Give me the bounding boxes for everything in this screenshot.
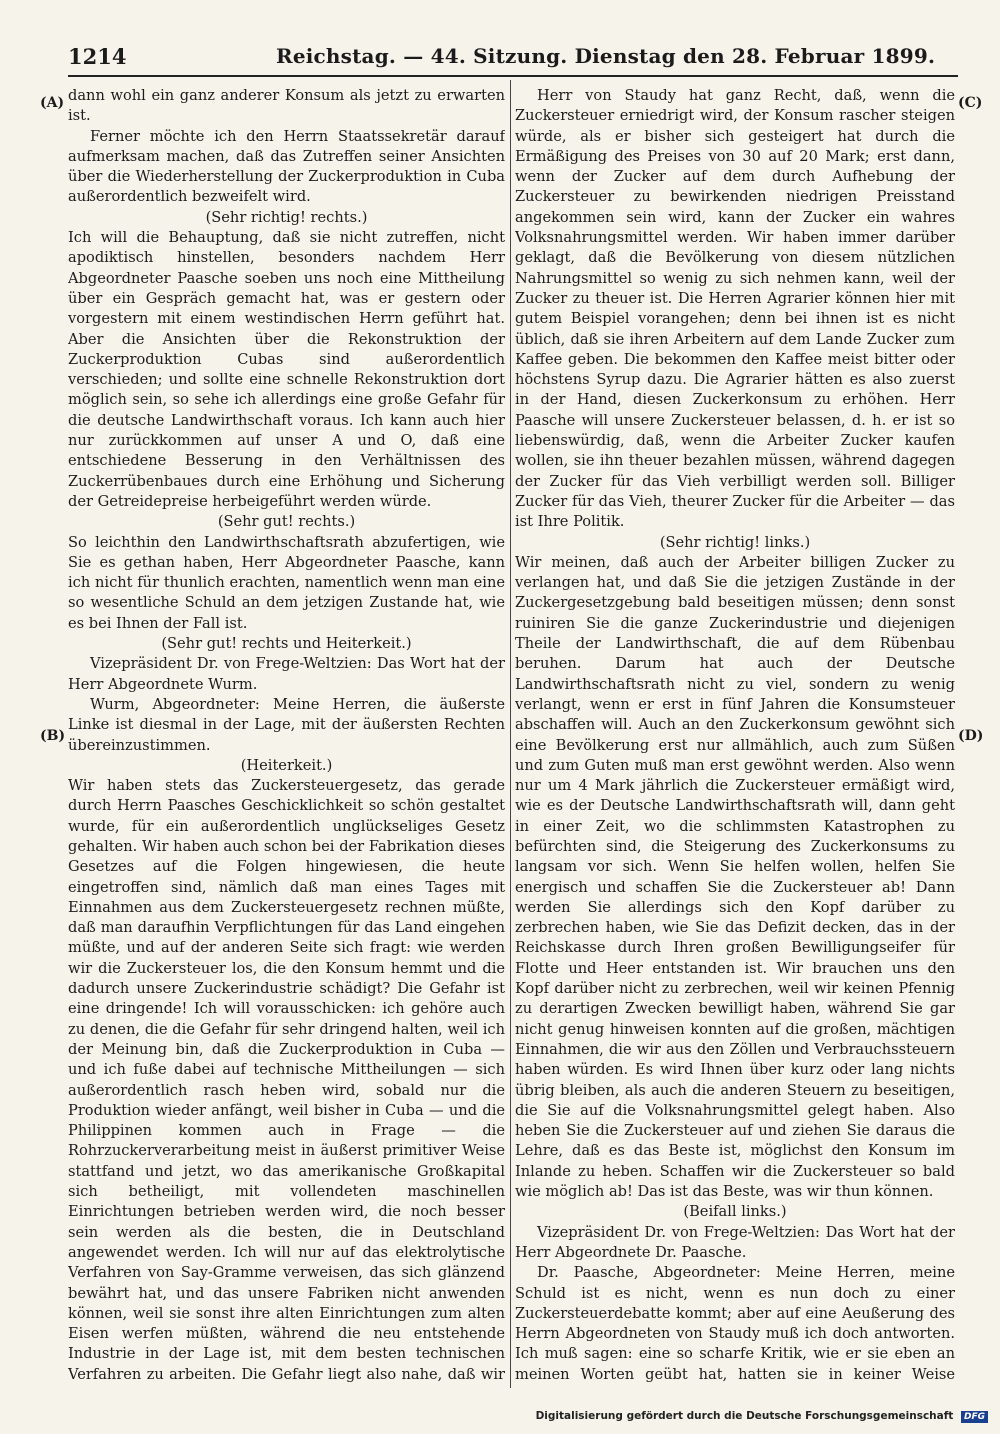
column-divider bbox=[510, 80, 511, 1388]
credit-text: Digitalisierung gefördert durch die Deutsche Forschungsgemeinschaft bbox=[535, 1410, 954, 1422]
margin-mark-c: (C) bbox=[958, 95, 983, 111]
left-column bbox=[68, 86, 505, 1386]
session-title: Reichstag. — 44. Sitzung. Dienstag den 28. Februar 1899. bbox=[276, 44, 936, 68]
interjection: (Sehr richtig! links.) bbox=[659, 533, 811, 551]
page-number: 1214 bbox=[68, 44, 127, 69]
interjection: (Sehr richtig! rechts.) bbox=[205, 208, 368, 226]
paragraph: Ich will die Behauptung, daß sie nicht zutreffen, nicht apodiktisch hinstellen, besonders nachdem Herr Abgeordneter Paasche soeben uns noch eine Mittheilung über ein Gespräch gemacht hat, was er gestern oder vorgestern mit einem westindischen Herrn geführt hat. Aber die Ansichten über die Rekonstruktion der Zuckerproduktion Cubas sind außerordentlich verschieden; und sollte eine schnelle Rekonstruktion dort möglich sein, so sehe ich allerdings eine große Gefahr für die deutsche Landwirthschaft voraus. Ich kann auch hier nur zurückkommen auf unser A und O, daß eine entschiedene Besserung in den Verhältnissen des Zuckerrübenbaues durch eine Erhöhung und Sicherung der Getreidepreise herbeigeführt werden würde. bbox=[68, 229, 505, 510]
margin-mark-a: (A) bbox=[40, 95, 65, 111]
paragraph: dann wohl ein ganz anderer Konsum als jetzt zu erwarten ist. bbox=[68, 87, 505, 125]
interjection: (Sehr gut! rechts.) bbox=[217, 513, 356, 531]
right-column bbox=[515, 86, 955, 1386]
dfg-logo: DFG bbox=[961, 1411, 988, 1423]
paragraph: Ferner möchte ich den Herrn Staatssekretär darauf aufmerksam machen, daß das Zutreffen seiner Ansichten über die Wiederherstellung der Zuckerproduktion in Cuba außerordentlich bezweifelt wird. bbox=[68, 127, 505, 206]
paragraph: So leichthin den Landwirthschaftsrath abzufertigen, wie Sie es gethan haben, Herr Abgeordneter Paasche, kann ich nicht für thunlich erachten, namentlich wenn man eine so wesentliche Schuld an dem jetzigen Zustande hat, wie es bei Ihnen der Fall ist. bbox=[68, 533, 505, 632]
speaker-line: Dr. Paasche, Abgeordneter: Meine Herren, meine Schuld ist es nicht, wenn es nun doch zu einer Zuckersteuerdebatte kommt; aber auf eine Aeußerung des Herrn Abgeordneten von Staudy muß ich doch antworten. Ich muß sagen: eine so scharfe Kritik, wie er sie eben an meinen Worten geübt hat, hatten sie in keiner Weise bbox=[515, 1264, 955, 1383]
speaker-line: Vizepräsident Dr. von Frege-Weltzien: Das Wort hat der Herr Abgeordnete Wurm. bbox=[68, 655, 505, 693]
interjection: (Beifall links.) bbox=[683, 1203, 787, 1221]
digitization-credit bbox=[536, 1410, 988, 1423]
speaker-line: Wurm, Abgeordneter: Meine Herren, die äußerste Linke ist diesmal in der Lage, mit der äußersten Rechten übereinzustimmen. bbox=[68, 695, 505, 754]
header-rule bbox=[68, 75, 958, 77]
paragraph: Wir meinen, daß auch der Arbeiter billigen Zucker zu verlangen hat, und daß Sie die jetzigen Zustände in der Zuckergesetzgebung bald beseitigen müssen; denn sonst ruiniren Sie die ganze Zuckerindustrie und diejenigen Theile der Landwirthschaft, die auf dem Rübenbau beruhen. Darum hat auch der Deutsche Landwirthschaftsrath nicht zu viel, sondern zu wenig verlangt, wenn er erst in fünf Jahren die Konsumsteuer abschaffen will. Auch an den Zuckerkonsum gewöhnt sich eine Bevölkerung erst nur allmählich, auch zum Süßen und zum Guten muß man erst gewöhnt werden. Also wenn nur um 4 Mark jährlich die Zuckersteuer ermäßigt wird, wie es der Deutsche Landwirthschaftsrath will, dann geht in einer Zeit, wo die schlimmsten Katastrophen zu befürchten sind, die Steigerung des Zuckerkonsums zu langsam vor sich. Wenn Sie helfen wollen, helfen Sie energisch und schaffen Sie die Zuckersteuer ab! Dann werden Sie allerdings sich den Kopf darüber zu zerbrechen haben, wie Sie das Defizit decken, das in der Reichskasse durch Ihren großen Bewilligungseifer für Flotte und Heer entstanden ist. Wir brauchen uns den Kopf darüber nicht zu zerbrechen, weil wir keinen Pfennig zu derartigen Zwecken bewilligt haben, während Sie gar nicht genug hinweisen konnten auf die großen, mächtigen Einnahmen, die wir aus den Zöllen und Verbrauchssteuern haben würden. Es wird Ihnen über kurz oder lang nichts übrig bleiben, als auch die anderen Steuern zu beseitigen, die Sie auf die Volksnahrungsmittel gelegt haben. Also heben Sie die Zuckersteuer auf und ziehen Sie daraus die Lehre, daß es das Beste ist, möglichst den Konsum im Inlande zu heben. Schaffen wir die Zuckersteuer so bald wie möglich ab! Das ist das Beste, was wir thun können. bbox=[515, 553, 955, 1201]
margin-mark-d: (D) bbox=[958, 728, 984, 744]
paragraph: Herr von Staudy hat ganz Recht, daß, wenn die Zuckersteuer erniedrigt wird, der Konsum rascher steigen würde, als er bisher sich gesteigert hat durch die Ermäßigung des Preises von 30 auf 20 Mark; erst dann, wenn der Zucker auf dem durch Aufhebung der Zuckersteuer zu bewirkenden niedrigen Preisstand angekommen sein wird, kann der Zucker ein wahres Volksnahrungsmittel werden. Wir haben immer darüber geklagt, daß die Bevölkerung von diesem nützlichen Nahrungsmittel so wenig zu sich nehmen kann, weil der Zucker zu theuer ist. Die Herren Agrarier können hier mit gutem Beispiel vorangehen; denn bei ihnen ist es nicht üblich, daß sie ihren Arbeitern auf dem Lande Zucker zum Kaffee geben. Die bekommen den Kaffee meist bitter oder höchstens Syrup dazu. Die Agrarier hätten es also zuerst in der Hand, diesen Zuckerkonsum zu erhöhen. Herr Paasche will unsere Zuckersteuer belassen, d. h. er ist so liebenswürdig, daß, wenn die Arbeiter Zucker kaufen wollen, sie ihn theuer bezahlen müssen, während dagegen der Zucker für das Vieh verbilligt werden soll. Billiger Zucker für das Vieh, theurer Zucker für die Arbeiter — das ist Ihre Politik. bbox=[515, 87, 955, 531]
interjection: (Sehr gut! rechts und Heiterkeit.) bbox=[161, 635, 412, 653]
page-header bbox=[68, 40, 958, 74]
paragraph: Wir haben stets das Zuckersteuergesetz, das gerade durch Herrn Paasches Geschicklichkeit so schön gestaltet wurde, für ein außerordentlich unglückseliges Gesetz gehalten. Wir haben auch schon bei der Fabrikation dieses Gesetzes auf die Folgen hingewiesen, die heute eingetroffen sind, nämlich daß man eines Tages mit Einnahmen aus dem Zuckersteuergesetz rechnen müßte, daß man daraufhin Verpflichtungen für das Land eingehen müßte, und auf der anderen Seite sich fragt: wie werden wir die Zuckersteuer los, die den Konsum hemmt und die dadurch unsere Zuckerindustrie schädigt? Die Gefahr ist eine dringende! Ich will vorausschicken: ich gehöre auch zu denen, die die Gefahr für sehr dringend halten, weil ich der Meinung bin, daß die Zuckerproduktion in Cuba — und ich fuße dabei auf technische Mittheilungen — sich außerordentlich rasch heben wird, sobald nur die Produktion wieder anfängt, weil bisher in Cuba — und die Philippinen kommen auch in Frage — die Rohrzuckerverarbeitung meist in äußerst primitiver Weise stattfand und jetzt, wo das amerikanische Großkapital sich betheiligt, mit vollendeten maschinellen Einrichtungen betrieben werden wird, die noch besser sein werden als die besten, die in Deutschland angewendet werden. Ich will nur auf das elektrolytische Verfahren von Say-Gramme verweisen, das sich glänzend bewährt hat, und das unsere Fabriken nicht anwenden können, weil sie sonst ihre alten Einrichtungen zum alten Eisen werfen müßten, während die neu entstehende Industrie in der Lage ist, mit dem besten technischen Verfahren zu arbeiten. Die Gefahr liegt also nahe, daß wir bbox=[68, 777, 505, 1383]
margin-mark-b: (B) bbox=[40, 728, 66, 744]
interjection: (Heiterkeit.) bbox=[240, 756, 333, 774]
speaker-line: Vizepräsident Dr. von Frege-Weltzien: Das Wort hat der Herr Abgeordnete Dr. Paasche. bbox=[515, 1223, 955, 1261]
